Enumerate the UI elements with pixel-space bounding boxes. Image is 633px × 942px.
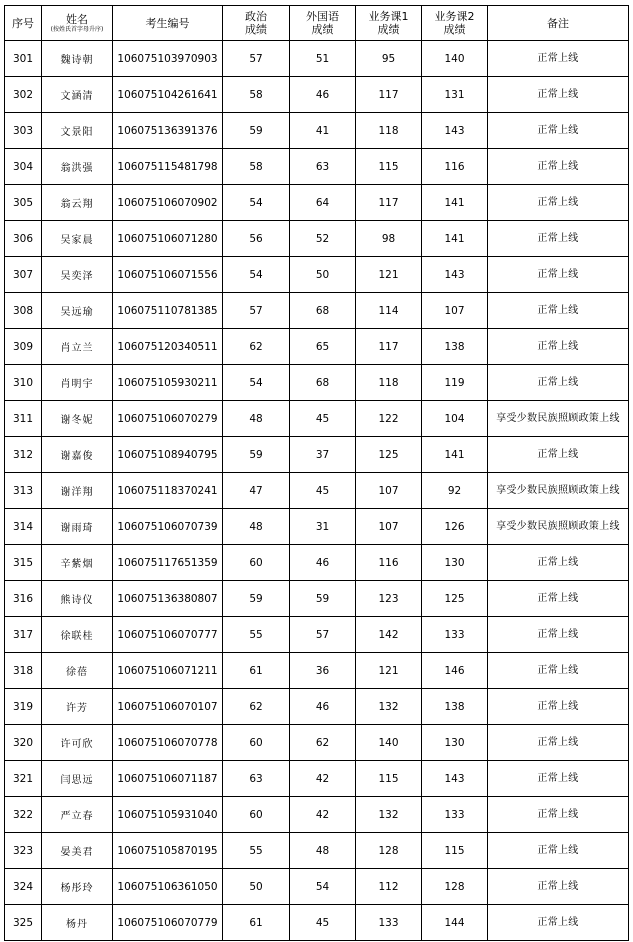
cell-seq: 306 <box>5 221 42 257</box>
cell-politics: 54 <box>223 365 290 401</box>
cell-course2: 130 <box>422 725 488 761</box>
cell-politics: 60 <box>223 545 290 581</box>
cell-politics: 58 <box>223 149 290 185</box>
cell-remark: 正常上线 <box>488 113 629 149</box>
cell-course1: 115 <box>356 761 422 797</box>
header-remark: 备注 <box>488 6 629 41</box>
cell-name: 文涵清 <box>42 77 113 113</box>
header-row <box>5 6 629 41</box>
cell-seq: 320 <box>5 725 42 761</box>
cell-seq: 325 <box>5 905 42 941</box>
cell-course1: 112 <box>356 869 422 905</box>
cell-name: 谢洋翔 <box>42 473 113 509</box>
cell-exam-no: 106075108940795 <box>113 437 223 473</box>
cell-name: 辛紫烟 <box>42 545 113 581</box>
cell-remark: 正常上线 <box>488 725 629 761</box>
cell-course1: 132 <box>356 797 422 833</box>
cell-exam-no: 106075106070778 <box>113 725 223 761</box>
cell-course1: 98 <box>356 221 422 257</box>
cell-name: 熊诗仪 <box>42 581 113 617</box>
cell-foreign-language: 68 <box>290 365 356 401</box>
cell-foreign-language: 48 <box>290 833 356 869</box>
cell-name: 严立春 <box>42 797 113 833</box>
cell-name: 文景阳 <box>42 113 113 149</box>
cell-foreign-language: 41 <box>290 113 356 149</box>
cell-name: 徐联桂 <box>42 617 113 653</box>
cell-foreign-language: 52 <box>290 221 356 257</box>
cell-course2: 115 <box>422 833 488 869</box>
cell-course2: 92 <box>422 473 488 509</box>
cell-exam-no: 106075106071211 <box>113 653 223 689</box>
cell-politics: 60 <box>223 725 290 761</box>
cell-seq: 321 <box>5 761 42 797</box>
cell-name: 肖明宇 <box>42 365 113 401</box>
cell-exam-no: 106075105870195 <box>113 833 223 869</box>
table-row <box>5 689 629 725</box>
cell-remark: 正常上线 <box>488 329 629 365</box>
header-name-main: 姓名 <box>66 13 88 26</box>
cell-course1: 132 <box>356 689 422 725</box>
cell-seq: 301 <box>5 41 42 77</box>
cell-politics: 61 <box>223 653 290 689</box>
cell-seq: 305 <box>5 185 42 221</box>
cell-name: 吴远瑜 <box>42 293 113 329</box>
table-row <box>5 41 629 77</box>
cell-politics: 59 <box>223 581 290 617</box>
cell-course1: 107 <box>356 473 422 509</box>
cell-seq: 314 <box>5 509 42 545</box>
cell-politics: 57 <box>223 293 290 329</box>
cell-politics: 48 <box>223 509 290 545</box>
cell-remark: 正常上线 <box>488 761 629 797</box>
table-row <box>5 77 629 113</box>
header-course1: 业务课1 成绩 <box>356 6 422 41</box>
cell-name: 许芳 <box>42 689 113 725</box>
header-name-sub: (按姓氏首字母升序) <box>50 26 104 33</box>
table-row <box>5 869 629 905</box>
cell-politics: 50 <box>223 869 290 905</box>
cell-exam-no: 106075106361050 <box>113 869 223 905</box>
cell-course1: 117 <box>356 185 422 221</box>
cell-course1: 114 <box>356 293 422 329</box>
cell-politics: 59 <box>223 113 290 149</box>
cell-remark: 正常上线 <box>488 689 629 725</box>
cell-politics: 62 <box>223 329 290 365</box>
cell-name: 吴奕泽 <box>42 257 113 293</box>
cell-name: 肖立兰 <box>42 329 113 365</box>
cell-foreign-language: 45 <box>290 905 356 941</box>
cell-course1: 121 <box>356 257 422 293</box>
cell-seq: 317 <box>5 617 42 653</box>
cell-course1: 122 <box>356 401 422 437</box>
cell-exam-no: 106075106070902 <box>113 185 223 221</box>
cell-foreign-language: 65 <box>290 329 356 365</box>
table-row <box>5 509 629 545</box>
table-row <box>5 833 629 869</box>
header-name <box>42 6 113 41</box>
cell-course2: 104 <box>422 401 488 437</box>
cell-exam-no: 106075106070279 <box>113 401 223 437</box>
cell-exam-no: 106075118370241 <box>113 473 223 509</box>
cell-remark: 享受少数民族照顾政策上线 <box>488 401 629 437</box>
cell-politics: 56 <box>223 221 290 257</box>
cell-exam-no: 106075136391376 <box>113 113 223 149</box>
cell-name: 谢冬妮 <box>42 401 113 437</box>
cell-course2: 107 <box>422 293 488 329</box>
cell-foreign-language: 57 <box>290 617 356 653</box>
cell-name: 吴家晨 <box>42 221 113 257</box>
cell-exam-no: 106075106071280 <box>113 221 223 257</box>
cell-course1: 125 <box>356 437 422 473</box>
cell-exam-no: 106075117651359 <box>113 545 223 581</box>
cell-remark: 正常上线 <box>488 869 629 905</box>
cell-course2: 128 <box>422 869 488 905</box>
cell-course1: 121 <box>356 653 422 689</box>
cell-remark: 正常上线 <box>488 41 629 77</box>
cell-foreign-language: 36 <box>290 653 356 689</box>
cell-name: 翁云翔 <box>42 185 113 221</box>
table-row <box>5 365 629 401</box>
table-row <box>5 221 629 257</box>
cell-course1: 123 <box>356 581 422 617</box>
cell-foreign-language: 50 <box>290 257 356 293</box>
cell-remark: 正常上线 <box>488 437 629 473</box>
table-row <box>5 437 629 473</box>
cell-name: 许可欣 <box>42 725 113 761</box>
cell-course1: 118 <box>356 113 422 149</box>
table-row <box>5 293 629 329</box>
cell-exam-no: 106075104261641 <box>113 77 223 113</box>
table-row <box>5 545 629 581</box>
cell-exam-no: 106075103970903 <box>113 41 223 77</box>
cell-seq: 318 <box>5 653 42 689</box>
cell-course2: 126 <box>422 509 488 545</box>
cell-course2: 125 <box>422 581 488 617</box>
cell-exam-no: 106075106070779 <box>113 905 223 941</box>
cell-name: 徐蓓 <box>42 653 113 689</box>
cell-course1: 116 <box>356 545 422 581</box>
cell-exam-no: 106075110781385 <box>113 293 223 329</box>
table-row <box>5 473 629 509</box>
cell-seq: 309 <box>5 329 42 365</box>
cell-seq: 322 <box>5 797 42 833</box>
cell-foreign-language: 62 <box>290 725 356 761</box>
cell-politics: 54 <box>223 185 290 221</box>
cell-remark: 正常上线 <box>488 797 629 833</box>
score-table <box>4 5 629 941</box>
cell-course1: 117 <box>356 77 422 113</box>
cell-exam-no: 106075136380807 <box>113 581 223 617</box>
cell-remark: 正常上线 <box>488 365 629 401</box>
cell-politics: 48 <box>223 401 290 437</box>
cell-seq: 302 <box>5 77 42 113</box>
cell-seq: 310 <box>5 365 42 401</box>
cell-course2: 144 <box>422 905 488 941</box>
cell-remark: 正常上线 <box>488 77 629 113</box>
cell-foreign-language: 51 <box>290 41 356 77</box>
cell-politics: 57 <box>223 41 290 77</box>
cell-remark: 正常上线 <box>488 185 629 221</box>
cell-foreign-language: 46 <box>290 545 356 581</box>
cell-name: 谢嘉俊 <box>42 437 113 473</box>
header-seq: 序号 <box>5 6 42 41</box>
cell-foreign-language: 63 <box>290 149 356 185</box>
cell-seq: 307 <box>5 257 42 293</box>
cell-exam-no: 106075106070777 <box>113 617 223 653</box>
cell-course1: 117 <box>356 329 422 365</box>
cell-course2: 141 <box>422 185 488 221</box>
cell-name: 晏美君 <box>42 833 113 869</box>
cell-politics: 54 <box>223 257 290 293</box>
cell-course1: 118 <box>356 365 422 401</box>
cell-seq: 319 <box>5 689 42 725</box>
table-row <box>5 725 629 761</box>
cell-seq: 304 <box>5 149 42 185</box>
cell-foreign-language: 37 <box>290 437 356 473</box>
cell-remark: 正常上线 <box>488 653 629 689</box>
cell-course1: 95 <box>356 41 422 77</box>
cell-foreign-language: 42 <box>290 797 356 833</box>
cell-exam-no: 106075106070107 <box>113 689 223 725</box>
cell-course2: 138 <box>422 689 488 725</box>
cell-seq: 316 <box>5 581 42 617</box>
cell-foreign-language: 45 <box>290 473 356 509</box>
table-row <box>5 581 629 617</box>
cell-name: 杨彤玲 <box>42 869 113 905</box>
table-body <box>5 41 629 941</box>
cell-exam-no: 106075106071187 <box>113 761 223 797</box>
cell-foreign-language: 68 <box>290 293 356 329</box>
cell-politics: 55 <box>223 833 290 869</box>
cell-politics: 63 <box>223 761 290 797</box>
table-row <box>5 113 629 149</box>
cell-remark: 正常上线 <box>488 149 629 185</box>
cell-course2: 143 <box>422 257 488 293</box>
cell-name: 魏诗朝 <box>42 41 113 77</box>
table-row <box>5 149 629 185</box>
header-exam-no: 考生编号 <box>113 6 223 41</box>
table-row <box>5 401 629 437</box>
cell-foreign-language: 64 <box>290 185 356 221</box>
cell-politics: 61 <box>223 905 290 941</box>
cell-foreign-language: 31 <box>290 509 356 545</box>
table-row <box>5 653 629 689</box>
cell-foreign-language: 45 <box>290 401 356 437</box>
header-foreign-language: 外国语 成绩 <box>290 6 356 41</box>
table-row <box>5 329 629 365</box>
cell-politics: 58 <box>223 77 290 113</box>
cell-exam-no: 106075115481798 <box>113 149 223 185</box>
table-row <box>5 617 629 653</box>
cell-seq: 311 <box>5 401 42 437</box>
cell-exam-no: 106075106071556 <box>113 257 223 293</box>
cell-foreign-language: 59 <box>290 581 356 617</box>
cell-remark: 正常上线 <box>488 545 629 581</box>
cell-course1: 133 <box>356 905 422 941</box>
cell-politics: 59 <box>223 437 290 473</box>
cell-remark: 享受少数民族照顾政策上线 <box>488 509 629 545</box>
cell-foreign-language: 46 <box>290 77 356 113</box>
cell-exam-no: 106075105931040 <box>113 797 223 833</box>
cell-name: 杨丹 <box>42 905 113 941</box>
cell-course1: 140 <box>356 725 422 761</box>
cell-course2: 140 <box>422 41 488 77</box>
header-course2: 业务课2 成绩 <box>422 6 488 41</box>
header-politics: 政治 成绩 <box>223 6 290 41</box>
cell-course2: 141 <box>422 437 488 473</box>
cell-course2: 131 <box>422 77 488 113</box>
cell-seq: 303 <box>5 113 42 149</box>
cell-remark: 享受少数民族照顾政策上线 <box>488 473 629 509</box>
cell-exam-no: 106075105930211 <box>113 365 223 401</box>
cell-course2: 119 <box>422 365 488 401</box>
cell-seq: 313 <box>5 473 42 509</box>
cell-course2: 138 <box>422 329 488 365</box>
cell-course1: 128 <box>356 833 422 869</box>
cell-remark: 正常上线 <box>488 221 629 257</box>
cell-course2: 130 <box>422 545 488 581</box>
table-row <box>5 905 629 941</box>
cell-remark: 正常上线 <box>488 833 629 869</box>
cell-course2: 146 <box>422 653 488 689</box>
cell-course2: 143 <box>422 761 488 797</box>
cell-remark: 正常上线 <box>488 617 629 653</box>
cell-course1: 142 <box>356 617 422 653</box>
table-row <box>5 797 629 833</box>
cell-foreign-language: 46 <box>290 689 356 725</box>
cell-name: 谢雨琦 <box>42 509 113 545</box>
cell-remark: 正常上线 <box>488 257 629 293</box>
score-table-container <box>4 5 629 941</box>
cell-foreign-language: 54 <box>290 869 356 905</box>
cell-remark: 正常上线 <box>488 293 629 329</box>
cell-politics: 60 <box>223 797 290 833</box>
cell-exam-no: 106075120340511 <box>113 329 223 365</box>
cell-seq: 324 <box>5 869 42 905</box>
cell-name: 翁洪强 <box>42 149 113 185</box>
cell-remark: 正常上线 <box>488 581 629 617</box>
cell-course2: 133 <box>422 797 488 833</box>
cell-seq: 315 <box>5 545 42 581</box>
cell-politics: 62 <box>223 689 290 725</box>
cell-exam-no: 106075106070739 <box>113 509 223 545</box>
cell-course2: 141 <box>422 221 488 257</box>
cell-course1: 115 <box>356 149 422 185</box>
cell-course2: 143 <box>422 113 488 149</box>
cell-course1: 107 <box>356 509 422 545</box>
cell-foreign-language: 42 <box>290 761 356 797</box>
cell-seq: 312 <box>5 437 42 473</box>
table-row <box>5 761 629 797</box>
table-row <box>5 257 629 293</box>
table-row <box>5 185 629 221</box>
cell-course2: 116 <box>422 149 488 185</box>
cell-name: 闫思远 <box>42 761 113 797</box>
cell-seq: 323 <box>5 833 42 869</box>
cell-course2: 133 <box>422 617 488 653</box>
cell-politics: 47 <box>223 473 290 509</box>
cell-politics: 55 <box>223 617 290 653</box>
cell-remark: 正常上线 <box>488 905 629 941</box>
cell-seq: 308 <box>5 293 42 329</box>
